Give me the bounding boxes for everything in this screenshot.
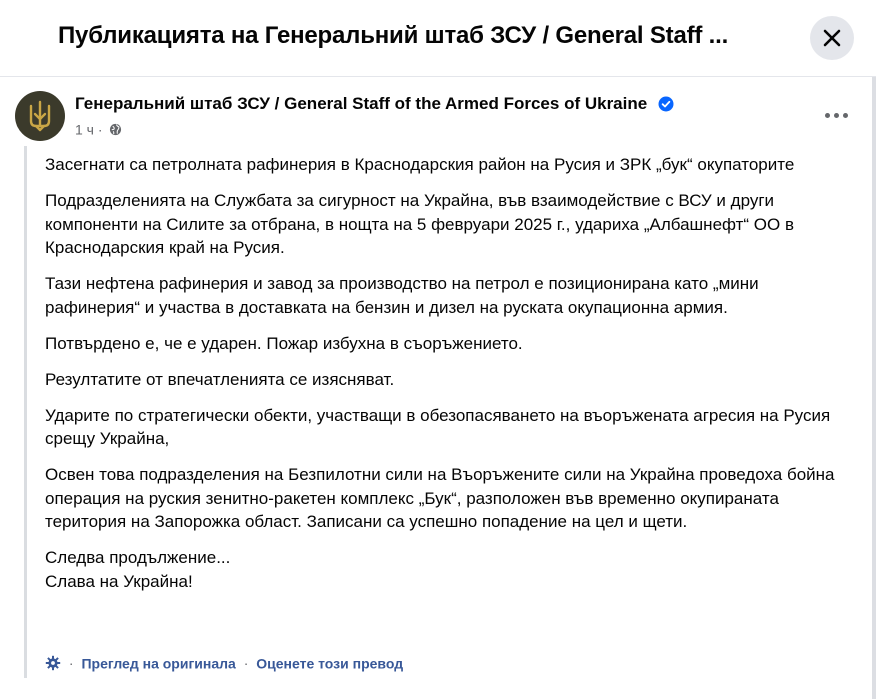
translation-separator: · — [68, 655, 74, 672]
meta-separator: · — [97, 121, 103, 138]
post-paragraph: Резултатите от впечатленията се изясняват. — [45, 369, 395, 389]
post-paragraph: Подразделенията на Службата за сигурност на Украйна, във взаимодействие с ВСУ и други компоненти на Силите за отбрана, в нощта на 5 февруари 2025 г., удариха „Албашнефт“ ОО в Краснодарския край на Русия. — [45, 191, 795, 257]
post-paragraph: Засегнати са петролната рафинерия в Краснодарския район на Русия и ЗРК „бук“ окупаторите — [45, 155, 795, 174]
view-original-link[interactable]: Преглед на оригинала — [81, 655, 236, 672]
post-body — [45, 153, 857, 593]
more-dots-icon-part — [843, 113, 848, 118]
more-dots-icon-part — [834, 113, 839, 118]
rate-translation-link[interactable]: Оценете този превод — [256, 655, 404, 672]
translate-settings-icon[interactable] — [45, 655, 61, 671]
post-paragraph: Освен това подразделения на Безпилотни сили на Въоръжените сили на Украйна проведоха бойна операция на руския зенитно-ракетен комплекс „Бук“, разположен във временно окупираната територия на Запорожка област. Записани са успешно попадение на цел и щети. — [45, 465, 835, 531]
post-paragraph: Потвърдено е, че е ударен. Пожар избухна в съоръжението. — [45, 333, 523, 353]
more-options-button[interactable] — [822, 100, 852, 130]
translation-bar — [45, 654, 403, 672]
author-avatar[interactable] — [15, 91, 65, 141]
modal-header — [0, 0, 876, 77]
post-paragraph: Следва продължение... — [45, 548, 231, 567]
close-button[interactable] — [810, 16, 854, 60]
post-paragraph: Тази нефтена рафинерия и завод за производство на петрол е позиционирана като „мини рафинерия“ и участва в доставката на бензин и дизел на руската окупационна армия. — [45, 274, 759, 317]
post-timestamp[interactable]: 1 ч — [75, 121, 94, 138]
verified-badge-icon — [658, 96, 674, 112]
more-dots-icon — [825, 113, 830, 118]
trident-emblem-icon — [15, 91, 65, 141]
author-row — [75, 94, 674, 116]
close-icon — [822, 28, 842, 48]
post-paragraph: Слава на Украйна! — [45, 571, 193, 591]
modal-title: Публикацията на Генеральний штаб ЗСУ / General Staff ... — [58, 22, 729, 49]
post-meta — [75, 120, 122, 138]
post-paragraph: Ударите по стратегически обекти, участващи в обезопасяването на въоръжената агресия на Русия срещу Украйна, — [45, 405, 831, 448]
globe-icon — [109, 123, 122, 136]
scrollbar-track — [872, 77, 876, 699]
author-name[interactable]: Генеральний штаб ЗСУ / General Staff of the Armed Forces of Ukraine — [75, 94, 648, 113]
shared-post-quote-bar — [24, 146, 27, 678]
translation-separator: · — [243, 655, 249, 672]
